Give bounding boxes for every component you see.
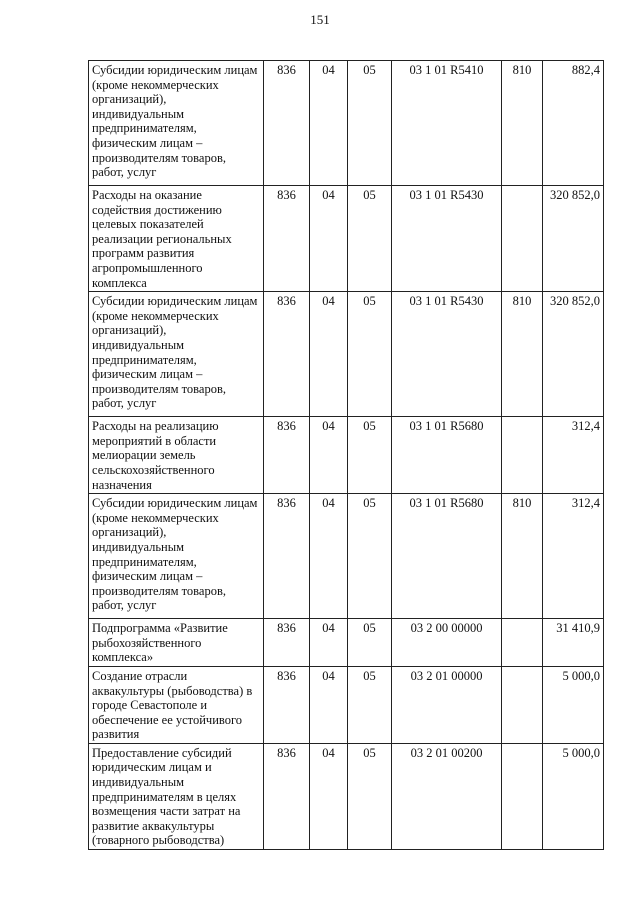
table-row bbox=[89, 292, 604, 417]
row-name-cell: Создание отрасли аквакультуры (рыбоводства) в городе Севастополе и обеспечение ее устойчивого развития bbox=[89, 666, 264, 743]
subsection-code-cell: 05 bbox=[348, 186, 392, 292]
subsection-code-cell: 05 bbox=[348, 417, 392, 494]
department-code-cell: 836 bbox=[264, 666, 310, 743]
expense-type-cell: 810 bbox=[502, 494, 543, 619]
section-code-cell: 04 bbox=[310, 292, 348, 417]
subsection-code-cell: 05 bbox=[348, 743, 392, 849]
target-article-cell: 03 1 01 R5410 bbox=[392, 61, 502, 186]
section-code-cell: 04 bbox=[310, 494, 348, 619]
subsection-code-cell: 05 bbox=[348, 619, 392, 667]
table-row bbox=[89, 666, 604, 743]
target-article-cell: 03 1 01 R5430 bbox=[392, 292, 502, 417]
target-article-cell: 03 2 01 00000 bbox=[392, 666, 502, 743]
amount-cell: 882,4 bbox=[543, 61, 604, 186]
department-code-cell: 836 bbox=[264, 61, 310, 186]
department-code-cell: 836 bbox=[264, 494, 310, 619]
department-code-cell: 836 bbox=[264, 743, 310, 849]
amount-cell: 320 852,0 bbox=[543, 186, 604, 292]
table-row bbox=[89, 619, 604, 667]
target-article-cell: 03 1 01 R5430 bbox=[392, 186, 502, 292]
row-name-cell: Расходы на реализацию мероприятий в области мелиорации земель сельскохозяйственного назначения bbox=[89, 417, 264, 494]
row-name-cell: Расходы на оказание содействия достижению целевых показателей реализации региональных программ развития агропромышленного комплекса bbox=[89, 186, 264, 292]
target-article-cell: 03 1 01 R5680 bbox=[392, 494, 502, 619]
row-name-cell: Субсидии юридическим лицам (кроме некоммерческих организаций), индивидуальным предпринимателям, физическим лицам – производителям товаров, работ, услуг bbox=[89, 292, 264, 417]
section-code-cell: 04 bbox=[310, 666, 348, 743]
amount-cell: 5 000,0 bbox=[543, 743, 604, 849]
table-row bbox=[89, 494, 604, 619]
expense-type-cell: 810 bbox=[502, 61, 543, 186]
target-article-cell: 03 2 00 00000 bbox=[392, 619, 502, 667]
table-row bbox=[89, 61, 604, 186]
table-row bbox=[89, 186, 604, 292]
row-name-cell: Субсидии юридическим лицам (кроме некоммерческих организаций), индивидуальным предпринимателям, физическим лицам – производителям товаров, работ, услуг bbox=[89, 494, 264, 619]
section-code-cell: 04 bbox=[310, 186, 348, 292]
target-article-cell: 03 1 01 R5680 bbox=[392, 417, 502, 494]
page-number: 151 bbox=[310, 12, 330, 27]
department-code-cell: 836 bbox=[264, 186, 310, 292]
row-name-cell: Подпрограмма «Развитие рыбохозяйственного комплекса» bbox=[89, 619, 264, 667]
section-code-cell: 04 bbox=[310, 61, 348, 186]
department-code-cell: 836 bbox=[264, 417, 310, 494]
amount-cell: 312,4 bbox=[543, 494, 604, 619]
expense-type-cell bbox=[502, 743, 543, 849]
table-row bbox=[89, 417, 604, 494]
subsection-code-cell: 05 bbox=[348, 61, 392, 186]
section-code-cell: 04 bbox=[310, 743, 348, 849]
row-name-cell: Субсидии юридическим лицам (кроме некоммерческих организаций), индивидуальным предпринимателям, физическим лицам – производителям товаров, работ, услуг bbox=[89, 61, 264, 186]
table-row bbox=[89, 743, 604, 849]
expense-type-cell bbox=[502, 666, 543, 743]
subsection-code-cell: 05 bbox=[348, 292, 392, 417]
amount-cell: 312,4 bbox=[543, 417, 604, 494]
expense-type-cell bbox=[502, 417, 543, 494]
row-name-cell: Предоставление субсидий юридическим лицам и индивидуальным предпринимателям в целях возмещения части затрат на развитие аквакультуры (товарного рыбоводства) bbox=[89, 743, 264, 849]
expense-type-cell bbox=[502, 186, 543, 292]
amount-cell: 5 000,0 bbox=[543, 666, 604, 743]
subsection-code-cell: 05 bbox=[348, 494, 392, 619]
section-code-cell: 04 bbox=[310, 417, 348, 494]
target-article-cell: 03 2 01 00200 bbox=[392, 743, 502, 849]
section-code-cell: 04 bbox=[310, 619, 348, 667]
budget-table bbox=[88, 60, 604, 850]
amount-cell: 320 852,0 bbox=[543, 292, 604, 417]
department-code-cell: 836 bbox=[264, 619, 310, 667]
subsection-code-cell: 05 bbox=[348, 666, 392, 743]
expense-type-cell: 810 bbox=[502, 292, 543, 417]
department-code-cell: 836 bbox=[264, 292, 310, 417]
expense-type-cell bbox=[502, 619, 543, 667]
amount-cell: 31 410,9 bbox=[543, 619, 604, 667]
